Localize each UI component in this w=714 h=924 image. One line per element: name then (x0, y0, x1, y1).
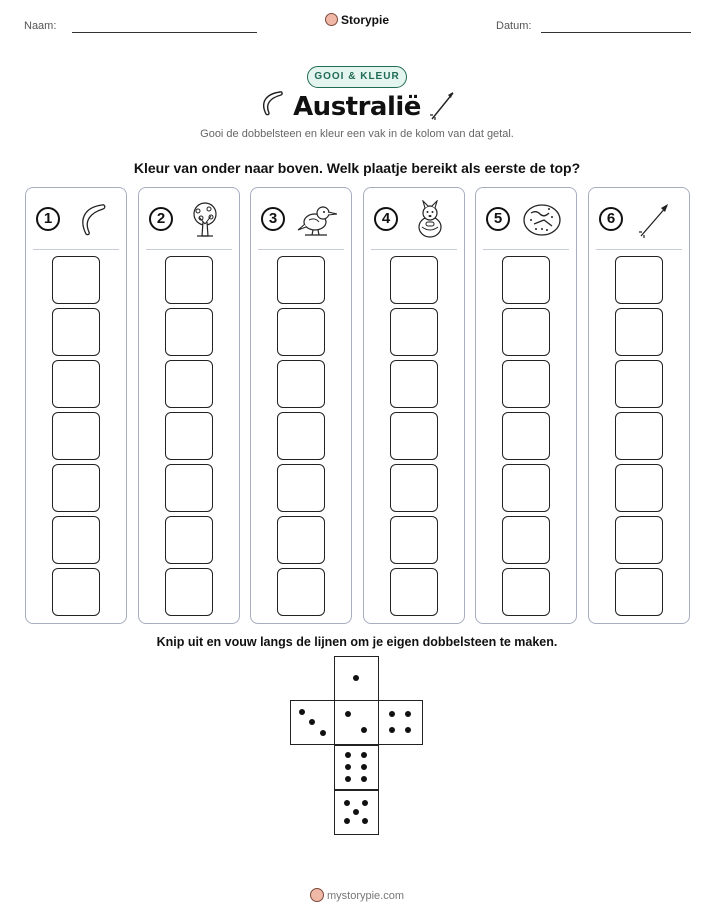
kangaroo-icon (410, 200, 450, 240)
color-cell[interactable] (52, 516, 100, 564)
pip (389, 727, 395, 733)
pip (362, 818, 368, 824)
color-cell[interactable] (615, 464, 663, 512)
pip (361, 752, 367, 758)
color-cell[interactable] (52, 464, 100, 512)
column-header (589, 188, 689, 250)
pip (344, 818, 350, 824)
column-number: 6 (599, 207, 623, 231)
color-cell[interactable] (277, 360, 325, 408)
color-cell[interactable] (165, 464, 213, 512)
color-cell[interactable] (615, 516, 663, 564)
color-cell[interactable] (390, 360, 438, 408)
pip (320, 730, 326, 736)
pip (361, 764, 367, 770)
column-6 (588, 187, 690, 624)
color-cell[interactable] (502, 308, 550, 356)
dice-face-1 (334, 656, 379, 701)
column-number: 2 (149, 207, 173, 231)
dice-face-2 (334, 700, 379, 745)
pip (345, 711, 351, 717)
color-cell[interactable] (52, 256, 100, 304)
column-number: 5 (486, 207, 510, 231)
pip (345, 764, 351, 770)
dice-face-6 (334, 745, 379, 790)
name-line[interactable] (72, 32, 257, 33)
color-cell[interactable] (390, 256, 438, 304)
column-divider (483, 249, 569, 250)
color-cell[interactable] (390, 308, 438, 356)
column-header (364, 188, 464, 250)
color-cell[interactable] (277, 308, 325, 356)
color-cell[interactable] (165, 412, 213, 460)
color-cell[interactable] (390, 516, 438, 564)
column-5 (475, 187, 577, 624)
activity-badge: GOOI & KLEUR (307, 66, 407, 88)
color-cell[interactable] (277, 568, 325, 616)
color-cell[interactable] (277, 256, 325, 304)
color-cell[interactable] (615, 308, 663, 356)
color-cell[interactable] (502, 464, 550, 512)
pip (353, 675, 359, 681)
color-cell[interactable] (615, 360, 663, 408)
dice-face-3 (290, 700, 335, 745)
pip (361, 776, 367, 782)
column-number: 4 (374, 207, 398, 231)
color-cell[interactable] (615, 568, 663, 616)
color-cell[interactable] (277, 464, 325, 512)
dice-face-4 (378, 700, 423, 745)
color-cell[interactable] (390, 412, 438, 460)
pip (344, 800, 350, 806)
tree-icon (185, 200, 225, 240)
footer-url: mystorypie.com (326, 890, 405, 902)
dice-face-5 (334, 790, 379, 835)
color-cell[interactable] (390, 464, 438, 512)
instruction: Kleur van onder naar boven. Welk plaatje bereikt als eerste de top? (133, 160, 581, 176)
pip (389, 711, 395, 717)
color-cell[interactable] (165, 308, 213, 356)
spear-icon (428, 88, 458, 122)
color-cell[interactable] (277, 412, 325, 460)
name-label: Naam: (24, 20, 57, 32)
column-1 (25, 187, 127, 624)
column-header (476, 188, 576, 250)
color-cell[interactable] (615, 256, 663, 304)
cut-instruction: Knip uit en vouw langs de lijnen om je eigen dobbelsteen te maken. (156, 635, 558, 649)
pip (345, 752, 351, 758)
column-header (139, 188, 239, 250)
footer (0, 888, 714, 902)
bear-icon (325, 13, 338, 26)
color-cell[interactable] (502, 568, 550, 616)
column-divider (258, 249, 344, 250)
color-cell[interactable] (52, 308, 100, 356)
pip (405, 711, 411, 717)
column-2 (138, 187, 240, 624)
date-label: Datum: (496, 20, 532, 32)
pip (405, 727, 411, 733)
color-cell[interactable] (165, 516, 213, 564)
color-cell[interactable] (502, 360, 550, 408)
color-cell[interactable] (502, 516, 550, 564)
kookaburra-icon (297, 200, 337, 240)
column-number: 3 (261, 207, 285, 231)
pip (309, 719, 315, 725)
color-cell[interactable] (52, 568, 100, 616)
column-header (251, 188, 351, 250)
date-line[interactable] (541, 32, 691, 33)
color-cell[interactable] (615, 412, 663, 460)
pip (353, 809, 359, 815)
boomerang-icon (72, 200, 112, 240)
bear-icon (310, 888, 324, 902)
color-cell[interactable] (165, 568, 213, 616)
color-cell[interactable] (502, 412, 550, 460)
color-cell[interactable] (165, 360, 213, 408)
aboriginal-art-icon (522, 200, 562, 240)
color-cell[interactable] (502, 256, 550, 304)
page-title: Australië (293, 92, 421, 122)
column-3 (250, 187, 352, 624)
brand-logo (0, 13, 714, 27)
column-4 (363, 187, 465, 624)
brand-name: Storypie (340, 13, 389, 27)
subtitle: Gooi de dobbelsteen en kleur een vak in de kolom van dat getal. (200, 128, 514, 140)
color-cell[interactable] (277, 516, 325, 564)
column-divider (146, 249, 232, 250)
color-cell[interactable] (390, 568, 438, 616)
pip (299, 709, 305, 715)
pip (361, 727, 367, 733)
column-header (26, 188, 126, 250)
color-cell[interactable] (165, 256, 213, 304)
spear-icon (635, 200, 675, 240)
column-number: 1 (36, 207, 60, 231)
column-divider (371, 249, 457, 250)
pip (362, 800, 368, 806)
column-divider (33, 249, 119, 250)
color-cell[interactable] (52, 360, 100, 408)
color-cell[interactable] (52, 412, 100, 460)
pip (345, 776, 351, 782)
column-divider (596, 249, 682, 250)
